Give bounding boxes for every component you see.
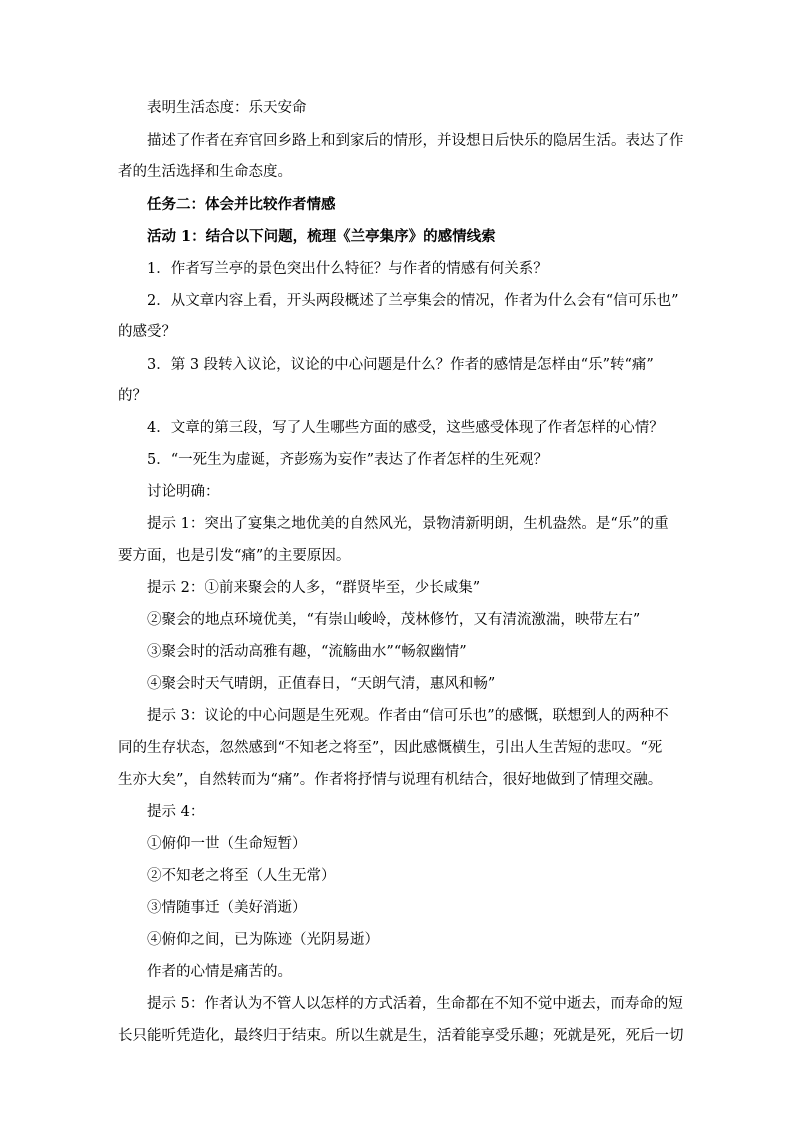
hint-line: 提示 2：①前来聚会的人多，“群贤毕至，少长咸集”: [147, 580, 481, 596]
text-line: 要方面，也是引发“痛”的主要原因。: [118, 548, 351, 564]
list-item: ④聚会时天气晴朗，正值春日，“天朗气清，惠风和畅”: [147, 676, 496, 692]
hint-line: 提示 5：作者认为不管人以怎样的方式活着，生命都在不知不觉中逝去，而寿命的短: [147, 996, 683, 1012]
question-item: 2．从文章内容上看，开头两段概述了兰亭集会的情况，作者为什么会有“信可乐也”: [147, 293, 679, 309]
text-line: 长只能听凭造化，最终归于结束。所以生就是生，活着能享受乐趣；死就是死，死后一切: [118, 1028, 684, 1044]
text-line: 者的生活选择和生命态度。: [118, 164, 292, 180]
text-line: 讨论明确：: [147, 484, 220, 500]
question-item: 4．文章的第三段，写了人生哪些方面的感受，这些感受体现了作者怎样的心情？: [147, 420, 664, 436]
list-item: ③聚会时的活动高雅有趣，“流觞曲水”“畅叙幽情”: [147, 644, 467, 660]
list-item: ②聚会的地点环境优美，“有崇山峻岭，茂林修竹，又有清流激湍，映带左右”: [147, 612, 641, 628]
text-line: 的？: [118, 388, 147, 404]
text-line: 生亦大矣”，自然转而为“痛”。作者将抒情与说理有机结合，很好地做到了情理交融。: [118, 772, 663, 788]
text-line: 描述了作者在弃官回乡路上和到家后的情形，并设想日后快乐的隐居生活。表达了作: [147, 133, 684, 149]
activity-heading: 活动 1：结合以下问题，梳理《兰亭集序》的感情线索: [147, 228, 496, 245]
hint-line: 提示 1：突出了宴集之地优美的自然风光，景物清新明朗，生机盎然。是“乐”的重: [147, 516, 669, 532]
question-item: 3．第 3 段转入议论，议论的中心问题是什么？作者的感情是怎样由“乐”转“痛”: [147, 357, 654, 373]
hint-line: 提示 3：议论的中心问题是生死观。作者由“信可乐也”的感慨，联想到人的两种不: [147, 708, 669, 724]
question-item: 5．“一死生为虚诞，齐彭殇为妄作”表达了作者怎样的生死观？: [147, 452, 549, 468]
list-item: ③情随事迁（美好消逝）: [147, 900, 307, 916]
question-item: 1．作者写兰亭的景色突出什么特征？与作者的情感有何关系？: [147, 261, 548, 277]
section-heading: 任务二：体会并比较作者情感: [147, 196, 336, 213]
list-item: ①俯仰一世（生命短暂）: [147, 836, 307, 852]
list-item: ④俯仰之间，已为陈迹（光阴易逝）: [147, 932, 379, 948]
text-line: 作者的心情是痛苦的。: [147, 964, 292, 980]
text-line: 同的生存状态，忽然感到“不知老之将至”，因此感慨横生，引出人生苦短的悲叹。“死: [118, 740, 663, 756]
list-item: ②不知老之将至（人生无常）: [147, 868, 336, 884]
text-line: 的感受？: [118, 324, 176, 340]
hint-line: 提示 4：: [147, 804, 205, 820]
text-line: 表明生活态度：乐天安命: [147, 100, 307, 116]
